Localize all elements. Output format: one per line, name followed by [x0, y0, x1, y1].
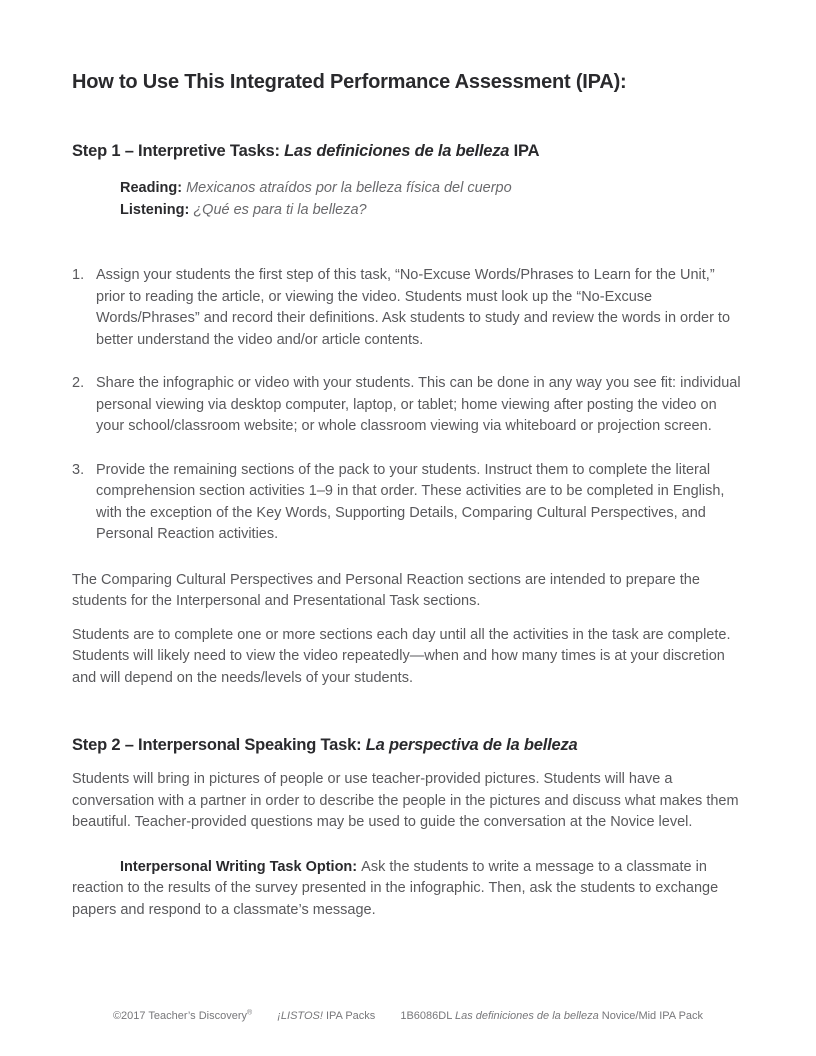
- writing-option-label: Interpersonal Writing Task Option:: [120, 858, 362, 875]
- writing-option-paragraph: [72, 857, 744, 922]
- footer-brand: ¡LISTOS! IPA Packs: [277, 1009, 376, 1022]
- list-item-text: Assign your students the first step of this task, “No-Excuse Words/Phrases to Learn for the Unit,” prior to reading the article, or viewing the video. Students must look up the “No-Excuse Words/Phrases” and record their definitions. Ask students to study and review the words in order to better understand the video and/or article contents.: [96, 267, 731, 348]
- step2-heading: [72, 735, 744, 756]
- step2-heading-italic: La perspectiva de la belleza: [365, 736, 578, 754]
- list-item: [72, 460, 744, 546]
- page-title: How to Use This Integrated Performance Assessment (IPA):: [72, 71, 627, 93]
- list-item: [72, 373, 744, 438]
- listening-title: ¿Qué es para ti la belleza?: [193, 202, 367, 218]
- page-footer: [0, 1006, 816, 1023]
- listening-label: Listening:: [120, 202, 194, 218]
- reading-label: Reading:: [120, 180, 187, 196]
- list-item-number: 3.: [72, 461, 85, 478]
- registered-mark: ®: [247, 1009, 253, 1016]
- list-item-number: 1.: [72, 267, 85, 283]
- paragraph-comparing-perspectives: The Comparing Cultural Perspectives and Personal Reaction sections are intended to prepare the students for the Interpersonal and Presentational Task sections.: [72, 571, 700, 609]
- reading-line: [120, 177, 744, 199]
- list-item: [72, 265, 744, 351]
- step1-heading: [72, 141, 744, 162]
- step2-paragraph: Students will bring in pictures of people or use teacher-provided pictures. Students will have a conversation with a partner in order to describe the people in the pictures and discuss what makes them beautiful. Teacher-provided questions may be used to guide the conversation at the Novice level.: [72, 771, 739, 830]
- list-item-text: Provide the remaining sections of the pack to your students. Instruct them to complete the literal comprehension section activities 1–9 in that order. These activities are to be completed in English, with the exception of the Key Words, Supporting Details, Comparing Cultural Perspectives, and Personal Reaction activities.: [96, 461, 725, 542]
- footer-copyright: ©2017 Teacher’s Discovery®: [112, 1009, 253, 1022]
- paragraph-completion-pace: Students are to complete one or more sections each day until all the activities in the task are complete. Students will likely need to view the video repeatedly—when and how many times is at your discretion and will depend on the needs/levels of your students.: [72, 626, 731, 686]
- list-item-number: 2.: [72, 375, 85, 391]
- instruction-list: [72, 265, 744, 546]
- reading-title: Mexicanos atraídos por la belleza física del cuerpo: [186, 180, 512, 196]
- step1-heading-italic: Las definiciones de la belleza: [284, 142, 510, 160]
- step2-heading-prefix: Step 2 – Interpersonal Speaking Task:: [72, 736, 366, 754]
- step1-heading-prefix: Step 1 – Interpretive Tasks:: [72, 142, 285, 160]
- listening-line: [120, 199, 744, 221]
- footer-product: 1B6086DL Las definiciones de la belleza Novice/Mid IPA Pack: [400, 1009, 704, 1022]
- list-item-text: Share the infographic or video with your students. This can be done in any way you see fit: individual personal viewing via desktop computer, laptop, or tablet; home viewing after posting the video on your school/classroom website; or whole classroom viewing via whiteboard or projection screen.: [96, 375, 741, 434]
- step1-heading-suffix: IPA: [509, 142, 540, 160]
- materials-block: [120, 177, 744, 221]
- writing-option-text: Ask the students to write a message to a classmate in reaction to the results of the survey presented in the infographic. Then, ask the students to exchange papers and respond to a classmate’s message.: [72, 858, 719, 918]
